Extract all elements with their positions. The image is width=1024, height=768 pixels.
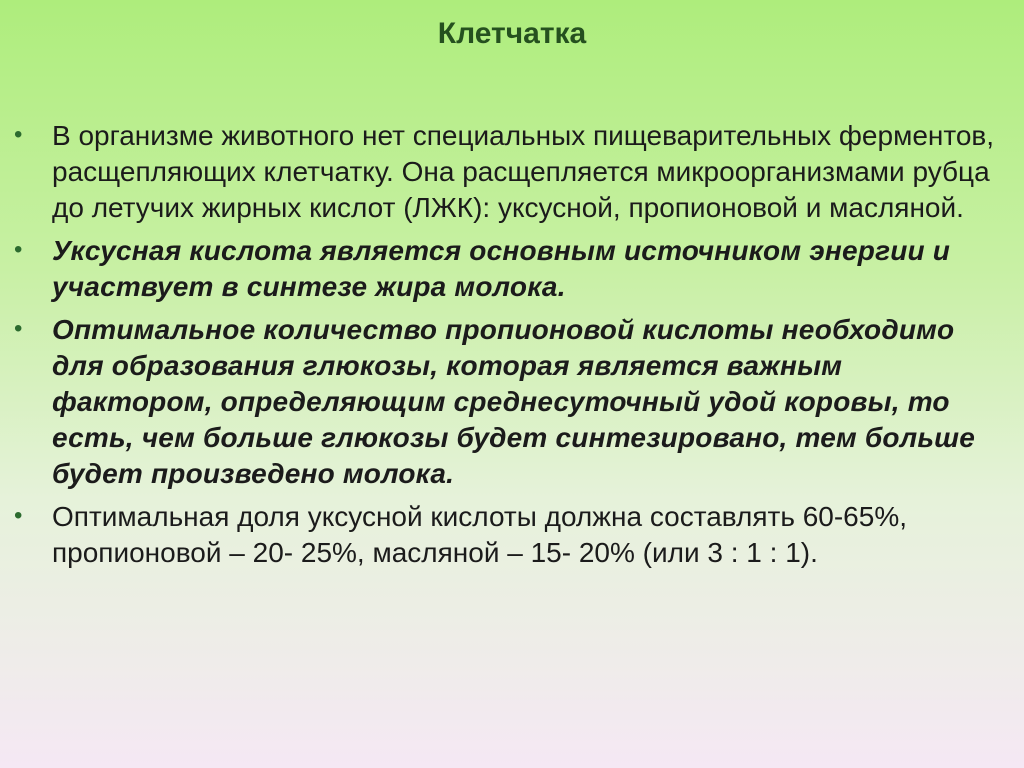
bullet-text-3: Оптимальное количество пропионовой кислоты необходимо для образования глюкозы, которая является важным фактором, определяющим среднесуточный удой коровы, то есть, чем больше глюкозы будет синтезировано, тем больше будет произведено молока. bbox=[52, 314, 976, 489]
bullet-item-2 bbox=[14, 233, 1010, 305]
bullet-item-3 bbox=[14, 312, 1010, 492]
bullet-marker-icon: • bbox=[14, 236, 23, 263]
bullet-marker-icon: • bbox=[14, 121, 23, 148]
slide-title: Клетчатка bbox=[437, 17, 587, 50]
bullet-marker-icon: • bbox=[14, 315, 23, 342]
bullet-text-2: Уксусная кислота является основным источником энергии и участвует в синтезе жира молока. bbox=[52, 235, 951, 302]
bullet-text-4: Оптимальная доля уксусной кислоты должна составлять 60-65%, пропионовой – 20- 25%, масляной – 15- 20% (или 3 : 1 : 1). bbox=[52, 501, 907, 568]
bullet-text-1: В организме животного нет специальных пищеварительных ферментов, расщепляющих клетчатку. Она расщепляется микроорганизмами рубца до летучих жирных кислот (ЛЖК): уксусной, пропионовой и масляной. bbox=[52, 120, 995, 223]
bullet-list bbox=[14, 118, 1010, 578]
bullet-marker-icon: • bbox=[14, 502, 23, 529]
bullet-item-1 bbox=[14, 118, 1010, 226]
bullet-item-4 bbox=[14, 499, 1010, 571]
